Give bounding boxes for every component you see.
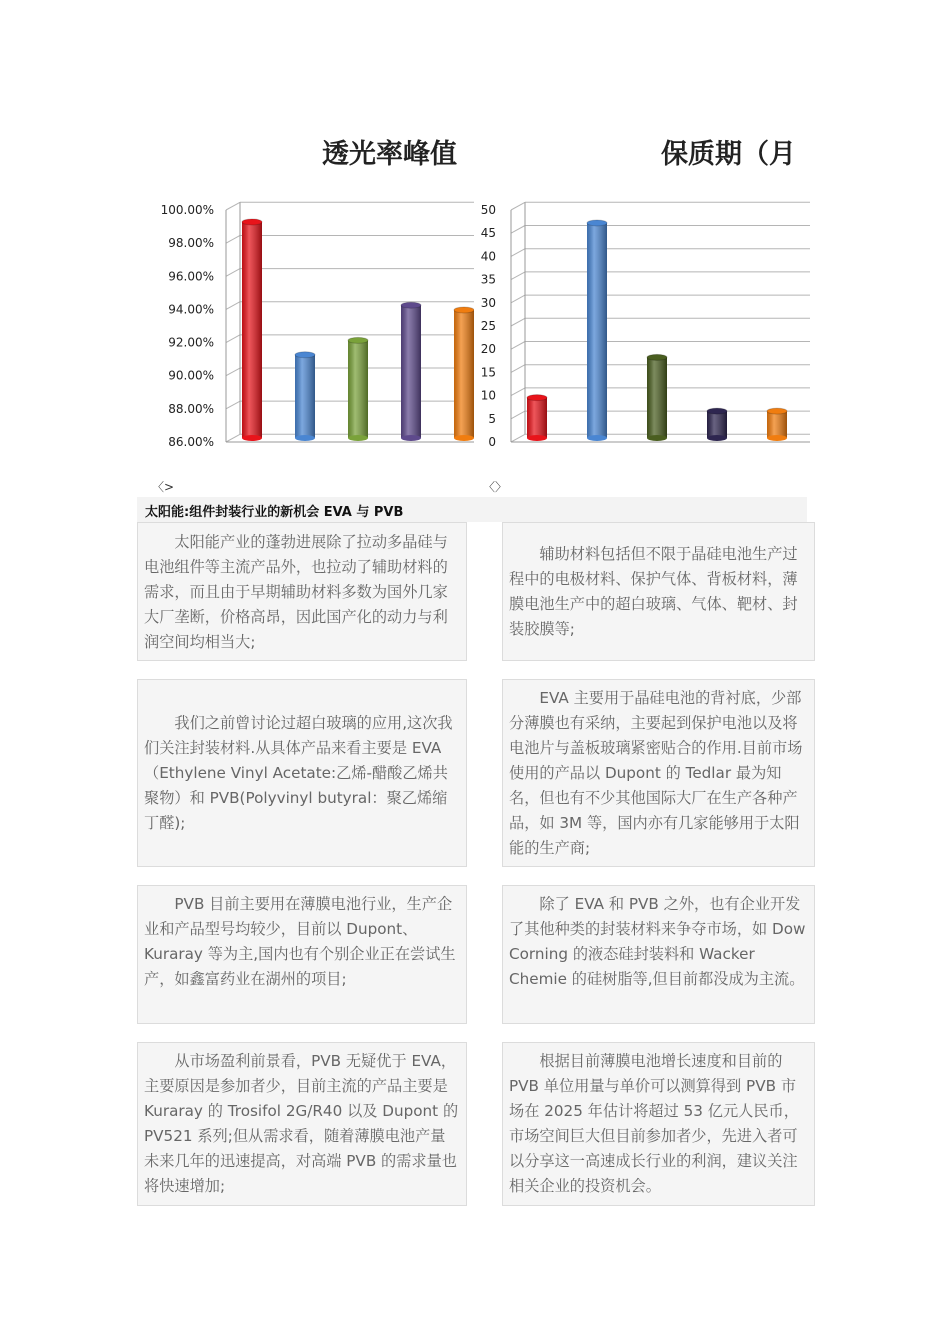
chart2-bar-cap (527, 395, 547, 401)
paragraph-text: 从市场盈利前景看，PVB 无疑优于 EVA，主要原因是参加者少，目前主流的产品主要是 Kuraray 的 Trosifol 2G/R40 以及 Dupont 的 PV521 系列;但从需求看，随着薄膜电池产量未来几年的迅速提高，对高端 PVB 的需求量也将快速增加; (144, 1052, 459, 1195)
chart2-bar-cap (647, 354, 667, 360)
chart1-tick-label: 86.00% (168, 435, 214, 449)
chart2-footnote: 〈〉 (483, 480, 508, 494)
chart1-bar-base (295, 435, 315, 441)
chart2-bar-cap (587, 220, 607, 226)
chart2-tick-label: 35 (480, 272, 496, 287)
chart1-bar-cap (401, 302, 421, 308)
paragraph-box-2 (502, 522, 815, 661)
chart2-tick-label: 30 (480, 295, 496, 310)
paragraph-box-1 (137, 522, 467, 661)
paragraph-text: EVA 主要用于晶硅电池的背衬底，少部分薄膜也有采纳，主要起到保护电池以及将电池片与盖板玻璃紧密贴合的作用.目前市场使用的产品以 Dupont 的 Tedlar 最为知名，但也有不少其他国际大厂在生产各种产品，如 3M 等，国内亦有几家能够用于太阳能的生产商; (509, 689, 803, 857)
chart1-grid-side (226, 368, 240, 376)
chart2-grid-side (511, 295, 525, 303)
paragraph-text: 根据目前薄膜电池增长速度和目前的 PVB 单位用量与单价可以测算得到 PVB 市场在 2025 年估计将超过 53 亿元人民币，市场空间巨大但目前参加者少，先进入者可以分享这一高速成长行业的利润，建议关注相关企业的投资机会。 (509, 1052, 799, 1195)
chart2-tick-label: 15 (480, 365, 496, 380)
chart2-title: 保质期（月 (661, 139, 796, 170)
section-heading-bar (137, 497, 807, 522)
chart2-grid-side (511, 342, 525, 350)
chart1-bar-shade (348, 340, 368, 438)
chart2-grid-side (511, 202, 525, 210)
chart1-grid-side (226, 434, 240, 442)
chart1-bar-cap (242, 219, 262, 225)
chart1-bar-cap (295, 352, 315, 358)
chart1-grid-side (226, 202, 240, 210)
paragraph-text: PVB 目前主要用在薄膜电池行业，生产企业和产品型号均较少，目前以 Dupont、Kuraray 等为主,国内也有个别企业正在尝试生产，如鑫富药业在湖州的项目; (144, 895, 456, 988)
chart2-bar-base (647, 435, 667, 441)
chart2-tick-label: 20 (480, 342, 496, 357)
chart2-bar-shade (587, 223, 607, 438)
chart1-tick-label: 90.00% (168, 368, 214, 383)
chart2-grid-side (511, 249, 525, 257)
section-heading: 太阳能:组件封装行业的新机会 EVA 与 PVB (145, 505, 404, 520)
chart1-bar-shade (242, 222, 262, 438)
chart2-tick-label: 5 (488, 411, 496, 426)
chart1-bar-shade (295, 355, 315, 438)
chart1-bar-cap (348, 337, 368, 343)
chart2-tick-label: 0 (488, 435, 496, 449)
chart2-bar-base (767, 435, 787, 441)
chart2-bar-shade (527, 398, 547, 438)
chart1-grid-side (226, 235, 240, 243)
chart1-bar-shade (454, 310, 474, 438)
chart2-tick-label: 45 (480, 226, 496, 241)
paragraph-text: 除了 EVA 和 PVB 之外，也有企业开发了其他种类的封装材料来争夺市场，如 Dow Corning 的液态硅封装料和 Wacker Chemie 的硅树脂等,但目前都没成为主流。 (509, 895, 806, 988)
chart1-bar-base (401, 435, 421, 441)
chart1-tick-label: 98.00% (168, 236, 214, 251)
paragraph-text: 辅助材料包括但不限于晶硅电池生产过程中的电极材料、保护气体、背板材料，薄膜电池生产中的超白玻璃、气体、靶材、封装胶膜等; (509, 544, 798, 638)
chart1-footnote: 〈> (152, 480, 175, 494)
chart2-bar-cap (767, 408, 787, 414)
chart2-grid-side (511, 388, 525, 396)
paragraph-box-7 (137, 1042, 467, 1206)
paragraph-box-4 (502, 679, 815, 867)
chart1-tick-label: 100.00% (160, 203, 214, 217)
chart1-bar-base (242, 435, 262, 441)
chart1-bar-cap (454, 307, 474, 313)
paragraph-box-3 (137, 679, 467, 867)
chart2-bar-base (527, 435, 547, 441)
chart2-tick-label: 25 (480, 319, 496, 333)
chart1-tick-label: 96.00% (168, 269, 214, 284)
chart1-grid-side (226, 302, 240, 310)
chart2-tick-label: 40 (480, 249, 496, 264)
chart2-grid-side (511, 411, 525, 419)
chart1-tick-label: 88.00% (168, 401, 214, 416)
chart2-grid-side (511, 365, 525, 373)
chart2-tick-label: 10 (480, 388, 496, 403)
paragraph-box-8 (502, 1042, 815, 1206)
chart2-bar-shade (647, 357, 667, 438)
chart2-bar-cap (707, 408, 727, 414)
chart2-bar-shade (767, 411, 787, 438)
chart2-tick-label: 50 (480, 203, 496, 217)
chart1-tick-label: 92.00% (168, 335, 214, 350)
chart2-grid-side (511, 226, 525, 234)
bar-charts (140, 190, 810, 450)
chart2-grid-side (511, 318, 525, 326)
chart1-grid-side (226, 335, 240, 343)
chart1-bar-base (348, 435, 368, 441)
chart1-bar-shade (401, 305, 421, 438)
paragraph-text: 我们之前曾讨论过超白玻璃的应用,这次我们关注封装材料.从具体产品来看主要是 EVA（Ethylene Vinyl Acetate:乙烯-醋酸乙烯共聚物）和 PVB(Polyvinyl butyral：聚乙烯缩丁醛); (144, 713, 453, 832)
chart2-grid-side (511, 434, 525, 442)
chart2-bar-base (707, 435, 727, 441)
chart2-bar-shade (707, 411, 727, 438)
paragraph-box-6 (502, 885, 815, 1024)
paragraph-box-5 (137, 885, 467, 1024)
chart1-grid-side (226, 269, 240, 277)
chart2-bar-base (587, 435, 607, 441)
chart1-grid-side (226, 401, 240, 409)
chart1-tick-label: 94.00% (168, 302, 214, 317)
chart1-bar-base (454, 435, 474, 441)
chart1-title: 透光率峰值 (322, 139, 457, 170)
chart2-grid-side (511, 272, 525, 280)
chart1-edge (474, 190, 476, 450)
paragraph-text: 太阳能产业的蓬勃进展除了拉动多晶硅与电池组件等主流产品外，也拉动了辅助材料的需求，而且由于早期辅助材料多数为国外几家大厂垄断，价格高昂，因此国产化的动力与利润空间均相当大; (144, 533, 448, 651)
